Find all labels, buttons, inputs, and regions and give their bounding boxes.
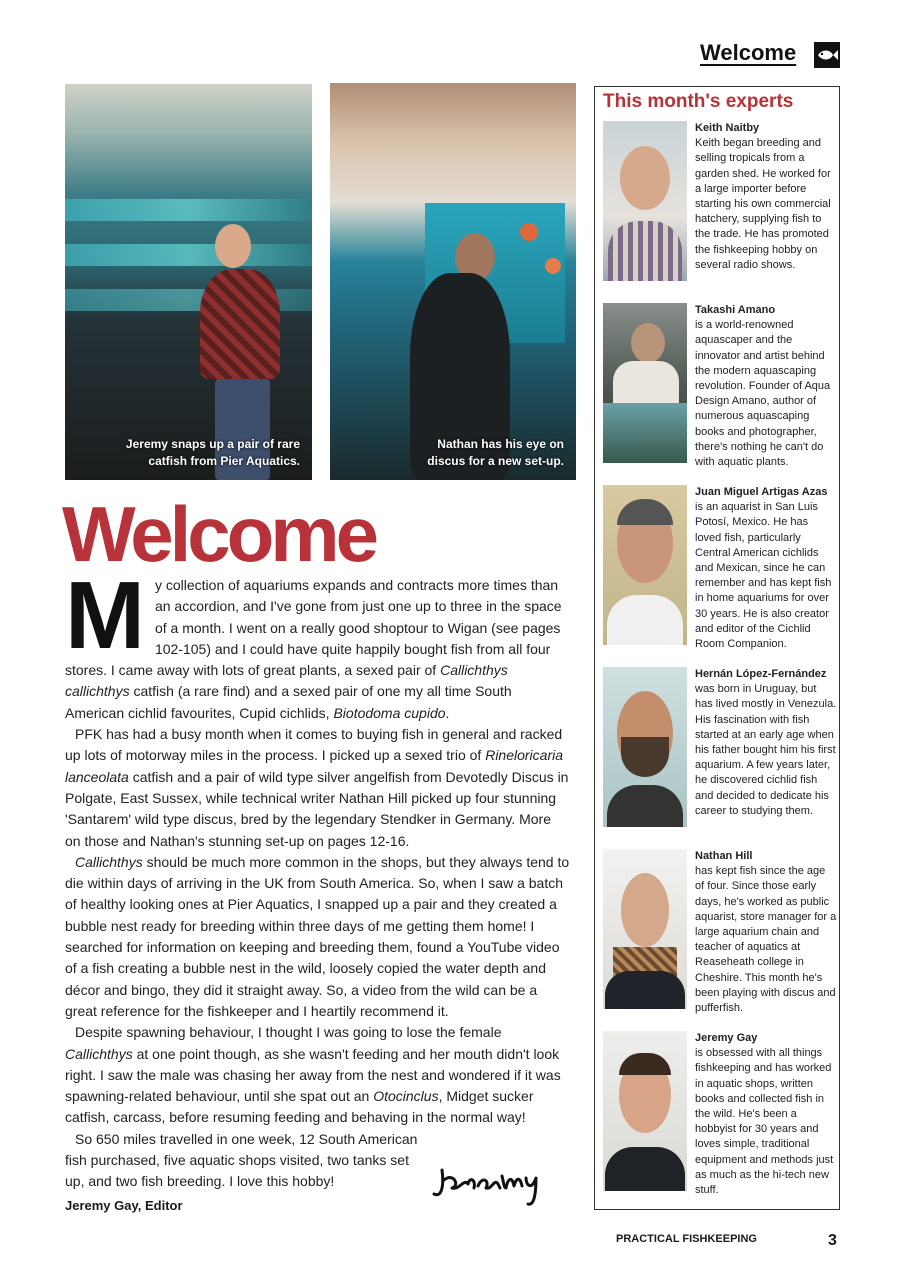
section-title: Welcome bbox=[700, 40, 797, 65]
magazine-name: PRACTICAL FISHKEEPING bbox=[616, 1233, 757, 1245]
article-paragraph: PFK has had a busy month when it comes to buying fish in general and racked up lots of motorway miles in the process. I picked up a sexed trio of Rineloricaria lanceolata catfish and a pair of wild type silver angelfish from Devotedly Discus in Polgate, East Sussex, while technical writer Nathan Hill picked up four stunning 'Santarem' wild type discus, bred by the legendary Stendker in Germany. More on those and Nathan's stunning set-up on pages 12-16. bbox=[65, 726, 569, 849]
photo-jeremy-shop bbox=[65, 84, 312, 480]
fish-icon bbox=[814, 42, 840, 68]
photo-caption-left: Jeremy snaps up a pair of rare catfish from Pier Aquatics. bbox=[125, 437, 300, 468]
photo-nathan-discus bbox=[330, 83, 576, 480]
experts-panel: This month's experts Keith Naitby Keith began breeding and selling tropicals from a garden shed. He worked for a large importer before starting his own commercial hatchery, supplying fish to the trade. He has promoted the fishkeeping hobby on several radio shows. Takashi Amano is a world-renowned aquascaper and the innovator and artist behind the modern aquascaping revolution. Founder of Aqua Design Amano, author of numerous aquascaping books and photographer, there's nothing he can't do with aquatic plants. Juan Miguel Artigas Azas is an aquarist in San Luis Potosí, Mexico. He has loved fish, particularly Central American cichlids and Mexican, since he can remember and has kept fish in home aquariums for over 30 years. He is also creator and editor of the Cichlid Room Companion. Hernán López-Fernández was born in Uruguay, but has lived mostly in Venezula. His fascination with fish started at an early age when his father bought him his first aquarium. A few years later, he discovered cichlid fish and decided to dedicate his career to studying them. Nathan Hill has kept fish since the age of four. Since those early days, he's worked as public aquarist, store manager for a large aquarium chain and teacher of aquatics at Reaseheath college in Cheshire. This month he's been playing with discus and pufferfish. Jeremy Gay is obsessed with all things fishkeeping and has worked in aquatic shops, written books and collected fish in the wild. He's been a hobbyist for 30 years and loves simple, traditional equipment and methods just as much as the hi-tech new stuff. bbox=[594, 86, 840, 1210]
signature bbox=[430, 1150, 560, 1210]
article-title: Welcome bbox=[62, 490, 376, 578]
page-number: 3 bbox=[828, 1232, 837, 1249]
article-paragraph: So 650 miles travelled in one week, 12 South American fish purchased, five aquatic shops visited, two tanks set up, and two fish breeding. I love this hobby! bbox=[65, 1130, 418, 1190]
article-byline: Jeremy Gay, Editor bbox=[65, 1198, 183, 1213]
article-paragraph: Despite spawning behaviour, I thought I was going to lose the female Callichthys at one point though, as she wasn't feeding and her mouth didn't look right. I saw the male was chasing her away from the nest and wondered if it was spawning-related behaviour, until she spat out an Otocinclus, Midget sucker catfish, carcass, before resuming feeding and behaving in the normal way! bbox=[65, 1024, 561, 1126]
article-paragraph: My collection of aquariums expands and contracts more times than an accordion, and I've gone from just one up to three in the space of a month. I went on a really good shoptour to Wigan (see pages 102-105) and I could have quite happily bought fish from all four stores. I came away with lots of great plants, a sexed pair of Callichthys callichthys catfish (a rare find) and a sexed pair of one my all time South American cichlid favourites, Cupid cichlids, Biotodoma cupido. bbox=[65, 562, 562, 721]
drop-cap: M bbox=[65, 562, 145, 669]
experts-heading: This month's experts bbox=[603, 91, 794, 112]
expert-photo bbox=[603, 667, 687, 827]
expert-photo bbox=[603, 485, 687, 645]
article-body bbox=[65, 562, 570, 1193]
article-paragraph: Callichthys should be much more common in the shops, but they always tend to die within days of arriving in the UK from South America. So, when I saw a batch of healthy looking ones at Pier Aquatics, I snapped up a pair and they created a bubble nest ready for breeding within three days of me getting them home! I searched for information on keeping and breeding them, found a YouTube video of a fish creating a bubble nest in the wild, loosely copied the water depth and décor and bingo, they did it straight away. So, a video from the wild can be a great reference for the fishkeeper and I heartily recommend it. bbox=[65, 853, 570, 1019]
section-header bbox=[690, 40, 840, 70]
expert-photo bbox=[603, 303, 687, 463]
expert-photo bbox=[603, 849, 687, 1009]
expert-photo bbox=[603, 1031, 687, 1191]
expert-photo bbox=[603, 121, 687, 281]
photo-caption-right: Nathan has his eye on discus for a new set-up. bbox=[427, 437, 564, 468]
